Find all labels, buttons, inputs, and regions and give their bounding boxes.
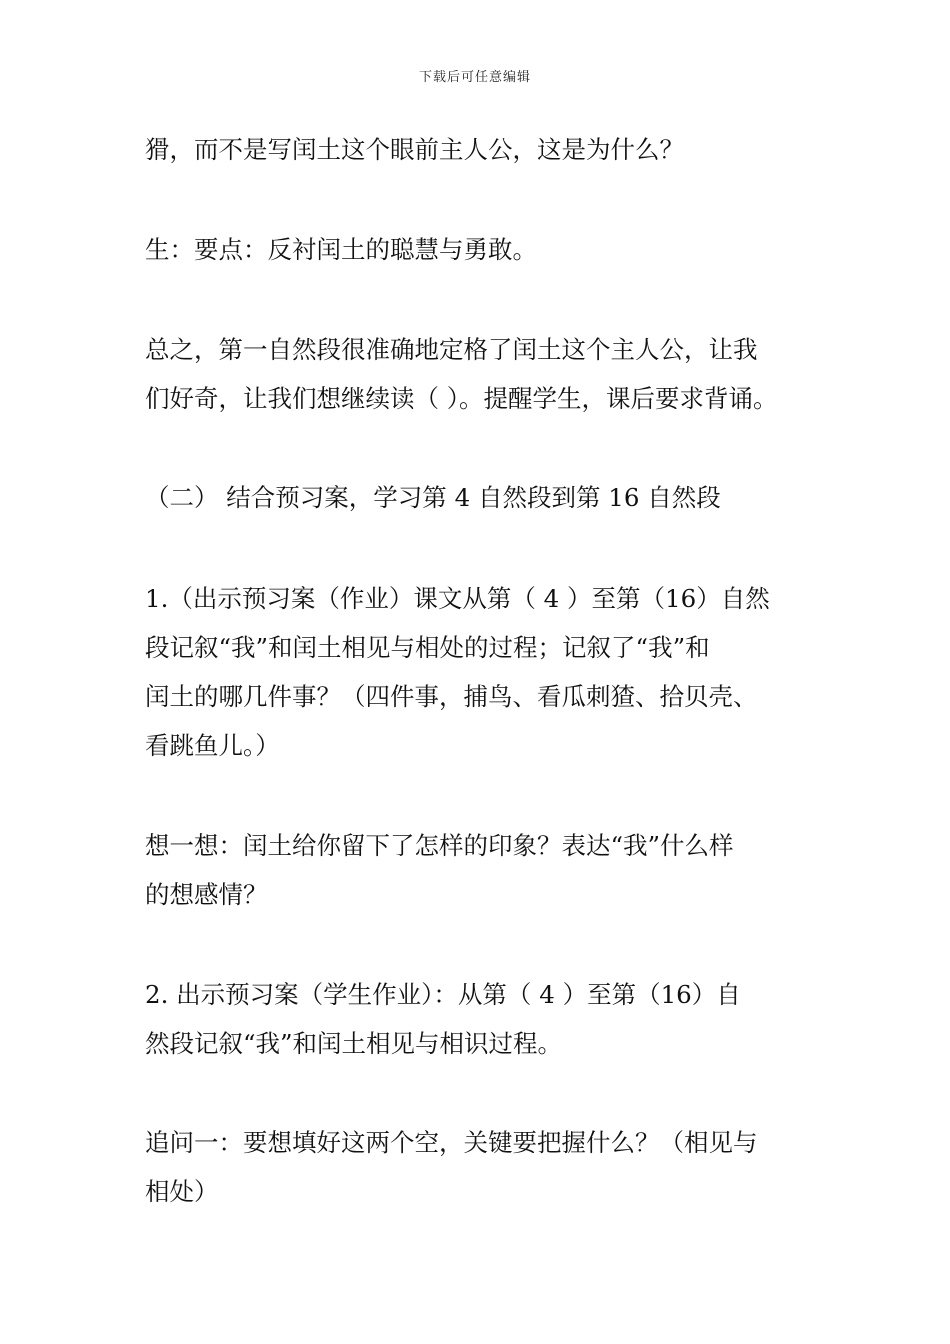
text-line: 1.（出示预习案（作业）课文从第（ 4 ）至第（16）自然 [145,584,770,613]
text-line: 的想感情？ [145,880,268,909]
section-heading [145,473,810,522]
text-line: 看跳鱼儿。） [145,731,280,760]
text-line: 段记叙“我”和闰土相见与相处的过程；记叙了“我”和 [145,633,710,662]
paragraph-think [145,821,810,919]
page-header: 下载后可任意编辑 [418,70,531,85]
paragraph-2 [145,225,810,274]
text-line: 然段记叙“我”和闰土相见与相识过程。 [145,1029,563,1058]
text-line: 追问一：要想填好这两个空，关键要把握什么？（相见与 [145,1128,758,1157]
text-line: 想一想：闰土给你留下了怎样的印象？表达“我”什么样 [145,831,734,860]
text-line: 2. 出示预习案（学生作业）：从第（ 4 ）至第（16）自 [145,980,741,1009]
paragraph-item-1 [145,574,810,770]
paragraph-item-2 [145,970,810,1068]
text-line: 闰土的哪几件事？（四件事，捕鸟、看瓜刺猹、拾贝壳、 [145,682,758,711]
text-line: 猾，而不是写闰土这个眼前主人公，这是为什么？ [145,135,684,164]
text-line: 生：要点：反衬闰土的聪慧与勇敢。 [145,235,537,264]
text-line: （二） 结合预习案，学习第 4 自然段到第 16 自然段 [145,483,721,512]
text-line: 总之，第一自然段很准确地定格了闰土这个主人公，让我 [145,335,758,364]
text-line: 相处） [145,1177,219,1206]
text-line: 们好奇，让我们想继续读（ ）。提醒学生，课后要求背诵。 [145,384,778,413]
paragraph-1 [145,125,810,174]
paragraph-followup [145,1118,810,1216]
paragraph-3 [145,325,810,423]
